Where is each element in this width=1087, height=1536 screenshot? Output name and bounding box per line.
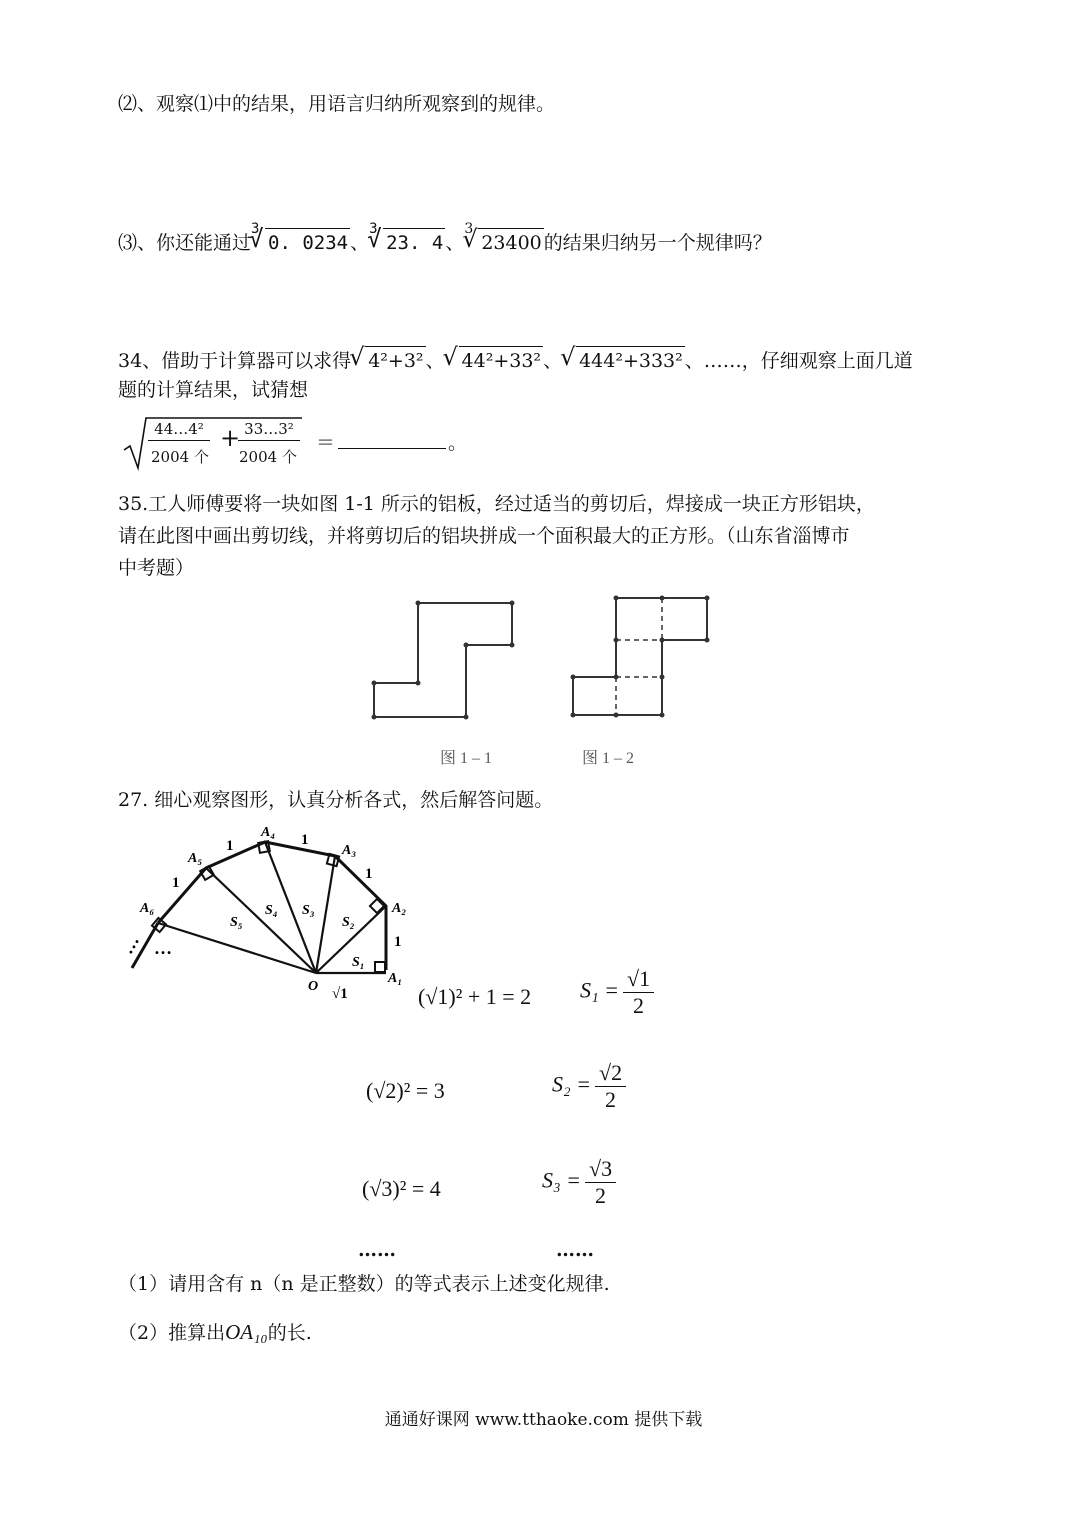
- radicand-1: 0. 0234: [268, 232, 349, 254]
- q33-part2: ⑵、观察⑴中的结果，用语言归纳所观察到的规律。: [118, 93, 556, 115]
- q34-dots: ……，仔细观察上面几道: [703, 350, 913, 372]
- spiral-triangle-figure: [116, 820, 420, 1010]
- eq1-S: S₁ =: [580, 977, 619, 1003]
- separator: 、: [425, 350, 445, 372]
- label-A5: A₅: [188, 851, 203, 866]
- eq1-area: [580, 966, 654, 1019]
- q33-part3: [118, 221, 772, 257]
- q34-end: 。: [448, 432, 468, 454]
- label-S3: S₃: [302, 903, 315, 918]
- root-index: √ 3: [369, 221, 378, 237]
- ellipsis-vertical: …: [116, 931, 143, 958]
- q34-line1: [118, 346, 913, 375]
- label-S4: S₄: [265, 903, 278, 918]
- root-index: √ 3: [464, 221, 474, 237]
- area-labels: [230, 903, 365, 970]
- figure-1-2-vertices: [571, 596, 710, 718]
- label-one: 1: [365, 866, 373, 882]
- figure-1-2-caption: 图 1 – 2: [582, 750, 635, 767]
- eq3-area: [542, 1156, 616, 1209]
- sqrt-expr-3: √ 444²+333²: [576, 346, 685, 375]
- separator: 、: [445, 232, 465, 254]
- figure-1-2-dashed-lines: [616, 598, 662, 715]
- eq2-area: [552, 1060, 626, 1113]
- eq3-den: 2: [595, 1183, 607, 1208]
- eq3-num: √3: [585, 1156, 616, 1183]
- underbrace-1: [148, 440, 210, 441]
- q34-prefix: 34、借助于计算器可以求得: [118, 350, 352, 372]
- ellipsis-right-col: ……: [556, 1239, 594, 1261]
- eq2-lhs: (√2)² = 3: [366, 1078, 445, 1103]
- sqrt-expr-1: √ 4²+3²: [365, 346, 425, 375]
- q27-sub2: [118, 1318, 312, 1347]
- label-S5: S₅: [230, 915, 243, 930]
- eq3-lhs: (√3)² = 4: [362, 1176, 441, 1201]
- eq1-fraction: [623, 966, 654, 1019]
- root-index: √ 3: [251, 221, 260, 237]
- separator: 、: [543, 350, 563, 372]
- plus-sign: +: [220, 424, 241, 452]
- answer-blank: [338, 428, 446, 449]
- eq3-fraction: [585, 1156, 616, 1209]
- cube-root-1: [251, 221, 350, 257]
- q33-part3-suffix: 的结果归纳另一个规律吗？: [543, 232, 772, 254]
- underbrace-2: [238, 440, 300, 441]
- equals-sign: ＝: [316, 432, 336, 454]
- eq2-num: √2: [595, 1060, 626, 1087]
- q34-line2: 题的计算结果，试猜想: [118, 379, 309, 401]
- term2-num: 33…3²: [244, 420, 294, 438]
- q27-sub1: （1）请用含有 n（n 是正整数）的等式表示上述变化规律.: [118, 1273, 610, 1295]
- eq2-den: 2: [605, 1087, 617, 1112]
- q35-line3: 中考题）: [118, 557, 195, 579]
- footer: 通通好课网 www.tthaoke.com 提供下载: [384, 1410, 703, 1430]
- label-sqrt1: √1: [332, 986, 348, 1002]
- label-A4: A₄: [261, 825, 276, 840]
- label-one: 1: [226, 838, 234, 854]
- eq2-S: S₂ =: [552, 1071, 591, 1097]
- q27-title: 27. 细心观察图形，认真分析各式，然后解答问题。: [118, 789, 554, 811]
- ellipsis-left: ……: [358, 1239, 396, 1261]
- figure-1-2-shape: [573, 598, 707, 715]
- label-one: 1: [394, 934, 402, 950]
- segment-labels: [172, 832, 402, 1002]
- sqrt-expr-2: √ 44²+33²: [459, 346, 544, 375]
- term1-num: 44…4²: [154, 420, 204, 438]
- label-A6: A₆: [140, 901, 155, 916]
- cube-root-3: [464, 221, 543, 257]
- label-A2: A₂: [392, 901, 407, 916]
- figure-1-1-shape: [374, 603, 512, 717]
- radicand-2: 23. 4: [386, 232, 444, 254]
- q35-line2: 请在此图中画出剪切线，并将剪切后的铝块拼成一个面积最大的正方形。（山东省淄博市: [118, 525, 850, 547]
- label-one: 1: [301, 832, 309, 848]
- eq1-lhs: (√1)² + 1 = 2: [418, 984, 532, 1009]
- q35-line1: 35.工人师傅要将一块如图 1-1 所示的铝板，经过适当的剪切后，焊接成一块正方形铝块，: [118, 493, 875, 515]
- sub2-math: OA₁₀: [225, 1320, 268, 1344]
- figure-1: [360, 590, 740, 780]
- figure-1-1-caption: 图 1 – 1: [440, 750, 493, 767]
- eq1-den: 2: [633, 993, 645, 1018]
- eq3-S: S₃ =: [542, 1167, 581, 1193]
- term1-den: 2004 个: [151, 448, 209, 466]
- radicand-3: 23400: [481, 232, 542, 254]
- sub2-prefix: （2）推算出: [118, 1322, 226, 1344]
- eq2-fraction: [595, 1060, 626, 1113]
- separator: 、: [350, 232, 370, 254]
- q34-guess-expression: [122, 414, 482, 470]
- cube-root-2: [369, 221, 445, 257]
- figure-1-1-vertices: [372, 601, 515, 720]
- label-S2: S₂: [342, 915, 355, 930]
- separator: 、: [684, 350, 704, 372]
- sub2-suffix: 的长.: [267, 1322, 312, 1344]
- q33-part3-prefix: ⑶、你还能通过: [118, 232, 252, 254]
- label-one: 1: [172, 875, 180, 891]
- label-A3: A₃: [342, 843, 357, 858]
- label-O: O: [308, 979, 319, 994]
- term2-den: 2004 个: [239, 448, 297, 466]
- eq1-num: √1: [623, 966, 654, 993]
- label-A1: A₁: [388, 971, 403, 986]
- label-S1: S₁: [352, 955, 365, 970]
- ellipsis-right: …: [154, 938, 172, 958]
